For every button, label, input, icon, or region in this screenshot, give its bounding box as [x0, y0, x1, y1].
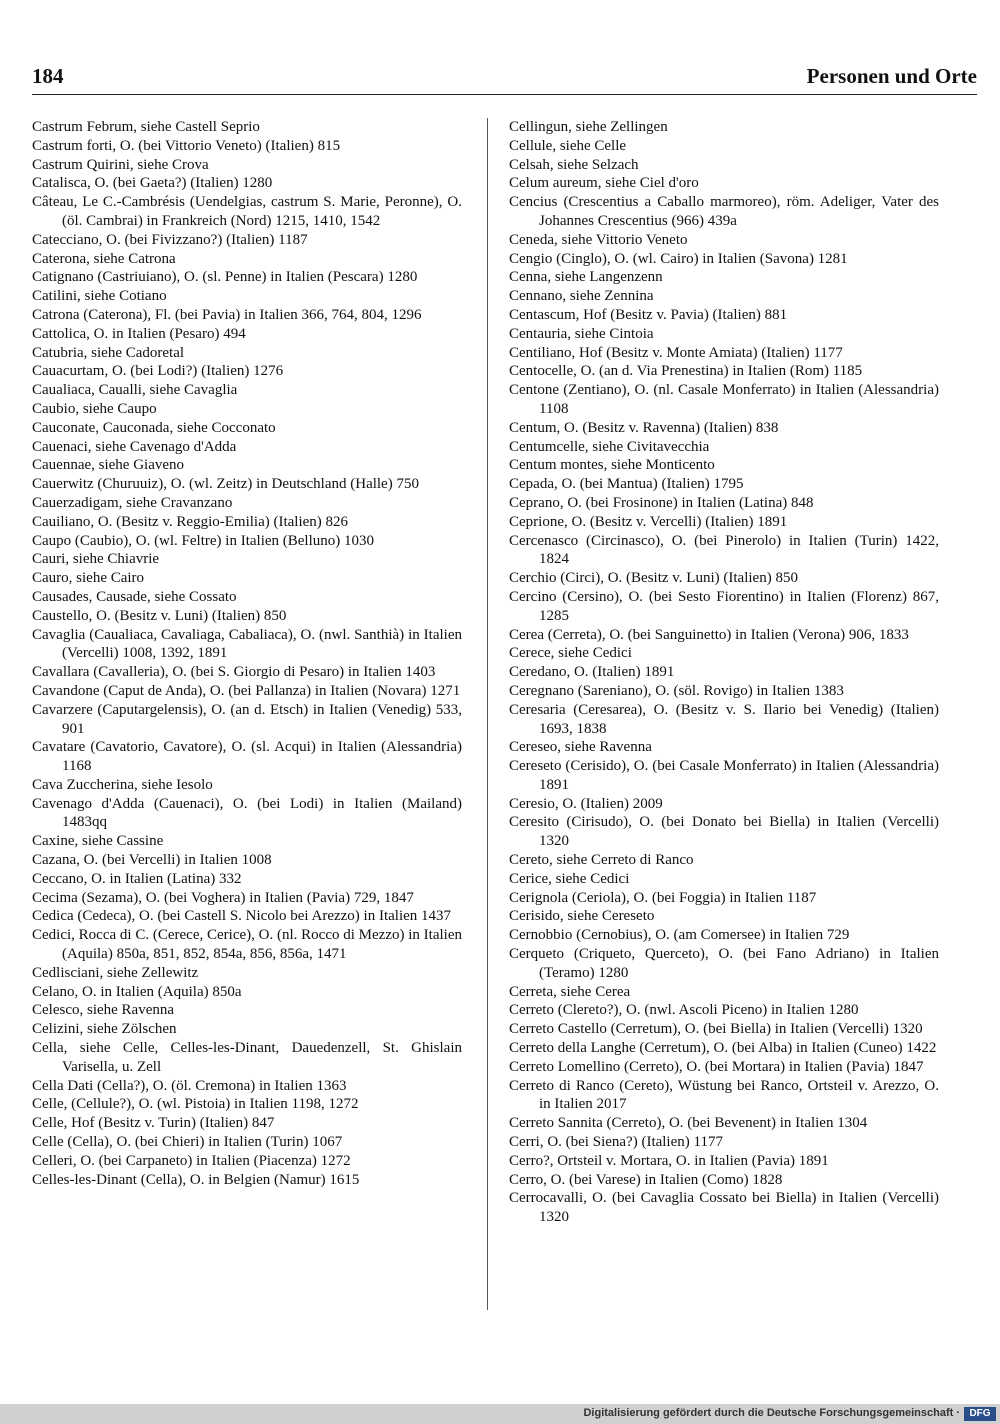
- index-entry: Cerisido, siehe Cereseto: [509, 908, 655, 925]
- index-entry: Caubio, siehe Caupo: [32, 400, 157, 417]
- index-entry: Centumcelle, siehe Civitavecchia: [509, 438, 710, 455]
- index-entry: Cavatare (Cavatorio, Cavatore), O. (sl. Acqui) in Italien (Alessandria) 1168: [32, 739, 462, 775]
- index-entry: Cerqueto (Criqueto, Querceto), O. (bei Fano Adriano) in Italien (Teramo) 1280: [509, 946, 939, 981]
- index-entry: Caterona, siehe Catrona: [32, 250, 176, 267]
- index-entry: Cattolica, O. in Italien (Pesaro) 494: [32, 325, 246, 342]
- index-entry: Cerreta, siehe Cerea: [509, 983, 631, 1000]
- index-entry: Ceprione, O. (Besitz v. Vercelli) (Italien) 1891: [509, 513, 788, 530]
- index-entry: Cauerwitz (Churuuiz), O. (wl. Zeitz) in Deutschland (Halle) 750: [32, 476, 419, 493]
- index-entry: Cereseto (Cerisido), O. (bei Casale Monferrato) in Italien (Alessandria) 1891: [509, 758, 939, 793]
- index-entry: Cennano, siehe Zennina: [509, 288, 654, 305]
- index-entry: Cerreto della Langhe (Cerretum), O. (bei Alba) in Italien (Cuneo) 1422: [509, 1040, 937, 1057]
- index-entry: Celle (Cella), O. (bei Chieri) in Italien (Turin) 1067: [32, 1134, 343, 1151]
- index-entry: Centum montes, siehe Monticento: [509, 457, 715, 474]
- index-column-left: [32, 118, 462, 1189]
- index-entry: Cavallara (Cavalleria), O. (bei S. Giorgio di Pesaro) in Italien 1403: [32, 664, 436, 681]
- index-entry: Cerrocavalli, O. (bei Cavaglia Cossato bei Biella) in Italien (Vercelli) 1320: [509, 1190, 939, 1226]
- index-entry: Catalisca, O. (bei Gaeta?) (Italien) 1280: [32, 175, 273, 192]
- index-entry: Cerreto (Clereto?), O. (nwl. Ascoli Piceno) in Italien 1280: [509, 1002, 859, 1019]
- index-entry: Castrum Quirini, siehe Crova: [32, 156, 209, 173]
- index-entry: Catignano (Castriuiano), O. (sl. Penne) in Italien (Pescara) 1280: [32, 269, 418, 286]
- index-entry: Cavandone (Caput de Anda), O. (bei Pallanza) in Italien (Novara) 1271: [32, 682, 461, 699]
- index-entry: Cerro?, Ortsteil v. Mortara, O. in Italien (Pavia) 1891: [509, 1152, 829, 1169]
- index-entry: Ceprano, O. (bei Frosinone) in Italien (Latina) 848: [509, 494, 814, 511]
- index-entry: Caupo (Caubio), O. (wl. Feltre) in Italien (Belluno) 1030: [32, 532, 375, 549]
- footer-bar: [0, 1404, 1000, 1424]
- page-header: [32, 62, 977, 95]
- index-entry: Celleri, O. (bei Carpaneto) in Italien (Piacenza) 1272: [32, 1152, 351, 1169]
- index-entry: Cellule, siehe Celle: [509, 137, 627, 154]
- index-entry: Cereto, siehe Cerreto di Ranco: [509, 852, 694, 869]
- index-entry: Cauennae, siehe Giaveno: [32, 457, 185, 474]
- index-entry: Centone (Zentiano), O. (nl. Casale Monferrato) in Italien (Alessandria) 1108: [509, 382, 939, 417]
- index-entry: Cauro, siehe Cairo: [32, 570, 145, 587]
- index-entry: Cerro, O. (bei Varese) in Italien (Como) 1828: [509, 1171, 783, 1188]
- index-entry: Cavarzere (Caputargelensis), O. (an d. Etsch) in Italien (Venedig) 533, 901: [32, 701, 462, 737]
- index-entry: Centocelle, O. (an d. Via Prenestina) in Italien (Rom) 1185: [509, 363, 863, 380]
- index-entry: Cauconate, Cauconada, siehe Cocconato: [32, 419, 276, 436]
- index-entry: Causades, Causade, siehe Cossato: [32, 588, 237, 605]
- index-entry: Cenna, siehe Langenzenn: [509, 269, 663, 286]
- index-entry: Cavaglia (Caualiaca, Cavaliaga, Cabaliaca), O. (nwl. Santhià) in Italien (Vercelli) 1008, 1392, 1891: [32, 626, 462, 662]
- index-entry: Cella Dati (Cella?), O. (öl. Cremona) in Italien 1363: [32, 1077, 347, 1094]
- dfg-logo: DFG: [964, 1407, 996, 1421]
- index-entry: Cernobbio (Cernobius), O. (am Comersee) in Italien 729: [509, 927, 850, 944]
- index-entry: Caustello, O. (Besitz v. Luni) (Italien) 850: [32, 607, 287, 624]
- index-entry: Catilini, siehe Cotiano: [32, 288, 167, 305]
- index-entry: Cercino (Cersino), O. (bei Sesto Fiorentino) in Italien (Florenz) 867, 1285: [509, 588, 939, 624]
- index-entry: Cauacurtam, O. (bei Lodi?) (Italien) 1276: [32, 363, 284, 380]
- index-entry: Cerignola (Ceriola), O. (bei Foggia) in Italien 1187: [509, 889, 817, 906]
- index-entry: Ceccano, O. in Italien (Latina) 332: [32, 870, 242, 887]
- index-column-right: [509, 118, 939, 1227]
- index-entry: Cecima (Sezama), O. (bei Voghera) in Italien (Pavia) 729, 1847: [32, 889, 414, 906]
- index-entry: Catrona (Caterona), Fl. (bei Pavia) in Italien 366, 764, 804, 1296: [32, 306, 422, 323]
- index-entry: Ceneda, siehe Vittorio Veneto: [509, 231, 688, 248]
- index-entry: Catubria, siehe Cadoretal: [32, 344, 185, 361]
- index-entry: Catecciano, O. (bei Fivizzano?) (Italien) 1187: [32, 231, 308, 248]
- index-entry: Cepada, O. (bei Mantua) (Italien) 1795: [509, 476, 744, 493]
- index-entry: Cerreto di Ranco (Cereto), Wüstung bei Ranco, Ortsteil v. Arezzo, O. in Italien 2017: [509, 1077, 939, 1113]
- index-entry: Cercenasco (Circinasco), O. (bei Pinerolo) in Italien (Turin) 1422, 1824: [509, 532, 939, 568]
- index-entry: Cerri, O. (bei Siena?) (Italien) 1177: [509, 1134, 723, 1151]
- index-entry: Centum, O. (Besitz v. Ravenna) (Italien) 838: [509, 419, 779, 436]
- index-entry: Cauri, siehe Chiavrie: [32, 551, 160, 568]
- index-entry: Cedica (Cedeca), O. (bei Castell S. Nicolo bei Arezzo) in Italien 1437: [32, 908, 452, 925]
- index-entry: Ceregnano (Sareniano), O. (söl. Rovigo) in Italien 1383: [509, 682, 844, 699]
- index-entry: Cedici, Rocca di C. (Cerece, Cerice), O. (nl. Rocco di Mezzo) in Italien (Aquila) 850a, 851, 852, 854a, 856, 856a, 1471: [32, 927, 462, 963]
- index-entry: Centiliano, Hof (Besitz v. Monte Amiata) (Italien) 1177: [509, 344, 843, 361]
- index-entry: Cerice, siehe Cedici: [509, 870, 630, 887]
- index-entry: Celles-les-Dinant (Cella), O. in Belgien (Namur) 1615: [32, 1171, 360, 1188]
- index-entry: Câteau, Le C.-Cambrésis (Uendelgias, castrum S. Marie, Peronne), O. (öl. Cambrai) in Frankreich (Nord) 1215, 1410, 1542: [32, 194, 462, 229]
- index-entry: Castrum forti, O. (bei Vittorio Veneto) (Italien) 815: [32, 137, 341, 154]
- index-entry: Ceresaria (Ceresarea), O. (Besitz v. S. Ilario bei Venedig) (Italien) 1693, 1838: [509, 701, 939, 737]
- index-entry: Castrum Februm, siehe Castell Seprio: [32, 119, 260, 135]
- index-entry: Celle, Hof (Besitz v. Turin) (Italien) 847: [32, 1115, 275, 1132]
- index-entry: Caualiaca, Caualli, siehe Cavaglia: [32, 382, 238, 399]
- index-entry: Cereseo, siehe Ravenna: [509, 739, 652, 756]
- index-entry: Celesco, siehe Ravenna: [32, 1002, 175, 1019]
- column-divider: [487, 118, 488, 1310]
- index-entry: Celum aureum, siehe Ciel d'oro: [509, 175, 699, 192]
- index-entry: Cencius (Crescentius a Caballo marmoreo), röm. Adeliger, Vater des Johannes Crescentius (966) 439a: [509, 194, 939, 229]
- index-entry: Cerreto Lomellino (Cerreto), O. (bei Mortara) in Italien (Pavia) 1847: [509, 1058, 924, 1075]
- index-entry: Centascum, Hof (Besitz v. Pavia) (Italien) 881: [509, 306, 788, 323]
- index-entry: Cauenaci, siehe Cavenago d'Adda: [32, 438, 237, 455]
- index-entry: Celle, (Cellule?), O. (wl. Pistoia) in Italien 1198, 1272: [32, 1096, 359, 1113]
- index-entry: Cerece, siehe Cedici: [509, 645, 632, 662]
- index-entry: Cedlisciani, siehe Zellewitz: [32, 964, 199, 981]
- index-entry: Celano, O. in Italien (Aquila) 850a: [32, 983, 242, 1000]
- footer-credit: Digitalisierung gefördert durch die Deutsche Forschungsgemeinschaft ·: [583, 1407, 960, 1419]
- index-entry: Cavenago d'Adda (Cauenaci), O. (bei Lodi) in Italien (Mailand) 1483qq: [32, 795, 462, 831]
- index-entry: Cerreto Sannita (Cerreto), O. (bei Bevenent) in Italien 1304: [509, 1115, 868, 1132]
- index-entry: Centauria, siehe Cintoia: [509, 325, 654, 342]
- index-entry: Ceresio, O. (Italien) 2009: [509, 795, 663, 812]
- running-title: Personen und Orte: [806, 64, 977, 88]
- page-number: 184: [32, 64, 64, 88]
- index-entry: Cava Zuccherina, siehe Iesolo: [32, 776, 213, 793]
- index-entry: Cella, siehe Celle, Celles-les-Dinant, Dauedenzell, St. Ghislain Varisella, u. Zell: [32, 1040, 462, 1075]
- index-entry: Celsah, siehe Selzach: [509, 156, 639, 173]
- index-entry: Cauerzadigam, siehe Cravanzano: [32, 494, 233, 511]
- index-entry: Ceresito (Cirisudo), O. (bei Donato bei Biella) in Italien (Vercelli) 1320: [509, 814, 939, 850]
- index-entry: Cazana, O. (bei Vercelli) in Italien 1008: [32, 852, 272, 869]
- index-entry: Cerea (Cerreta), O. (bei Sanguinetto) in Italien (Verona) 906, 1833: [509, 626, 909, 643]
- index-entry: Cellingun, siehe Zellingen: [509, 119, 668, 135]
- index-entry: Cengio (Cinglo), O. (wl. Cairo) in Italien (Savona) 1281: [509, 250, 848, 267]
- index-entry: Cauiliano, O. (Besitz v. Reggio-Emilia) (Italien) 826: [32, 513, 349, 530]
- index-entry: Cerreto Castello (Cerretum), O. (bei Biella) in Italien (Vercelli) 1320: [509, 1021, 923, 1038]
- index-entry: Celizini, siehe Zölschen: [32, 1021, 177, 1038]
- index-entry: Caxine, siehe Cassine: [32, 833, 164, 850]
- index-entry: Cerchio (Circi), O. (Besitz v. Luni) (Italien) 850: [509, 570, 798, 587]
- index-entry: Ceredano, O. (Italien) 1891: [509, 664, 675, 681]
